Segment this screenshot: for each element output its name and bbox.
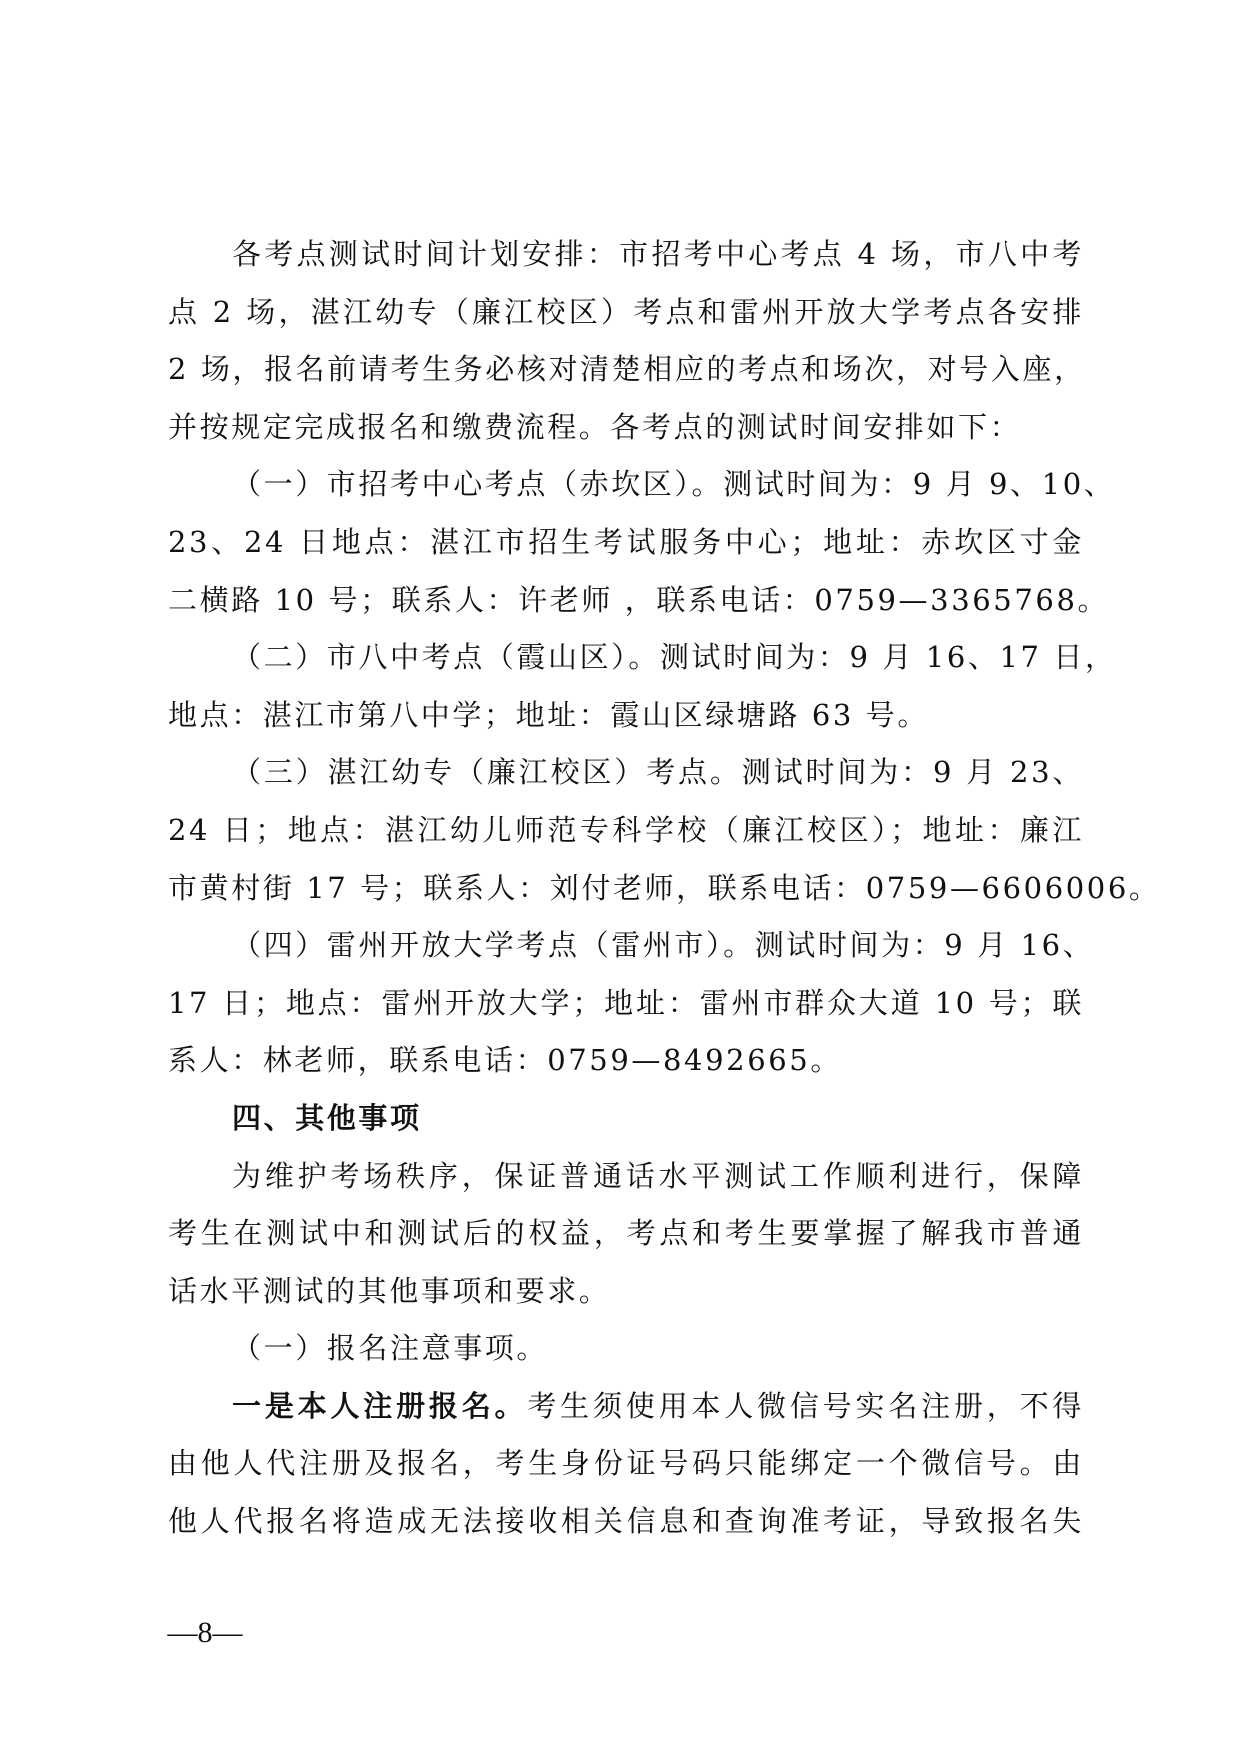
document-body	[168, 226, 1161, 1551]
item-one-line: 他人代报名将造成无法接收相关信息和查询准考证，导致报名失	[168, 1504, 1084, 1539]
exam-site-2-line: 地点：湛江市第八中学；地址：霞山区绿塘路 63 号。	[168, 697, 929, 732]
exam-site-2-line: （二）市八中考点（霞山区）。测试时间为：9 月 16、17 日，	[232, 640, 1117, 675]
exam-site-3-line: 市黄村街 17 号；联系人：刘付老师，联系电话：0759—6606006。	[168, 870, 1161, 905]
exam-site-1-line: 二横路 10 号；联系人：许老师 ，联系电话：0759—3365768。	[168, 582, 1110, 617]
section-paragraph-line: 为维护考场秩序，保证普通话水平测试工作顺利进行，保障	[232, 1158, 1084, 1193]
exam-site-4-line: （四）雷州开放大学考点（雷州市）。测试时间为：9 月 16、	[232, 928, 1095, 963]
text-line: 2 场，报名前请考生务必核对清楚相应的考点和场次，对号入座，	[168, 352, 1086, 387]
text-line: 并按规定完成报名和缴费流程。各考点的测试时间安排如下：	[168, 409, 1022, 444]
exam-site-1-line: 23、24 日地点：湛江市招生考试服务中心；地址：赤坎区寸金	[168, 524, 1084, 559]
page-number: —8—	[167, 1616, 243, 1649]
text-line: 各考点测试时间计划安排：市招考中心考点 4 场，市八中考	[232, 237, 1084, 271]
item-one-bold-lead: 一是本人注册报名。	[232, 1388, 528, 1423]
exam-site-1-line: （一）市招考中心考点（赤坎区）。测试时间为：9 月 9、10、	[232, 467, 1116, 502]
section-heading: 四、其他事项	[232, 1100, 422, 1135]
exam-site-3-line: 24 日；地点：湛江幼儿师范专科学校（廉江校区）；地址：廉江	[168, 812, 1084, 847]
section-paragraph-line: 考生在测试中和测试后的权益，考点和考生要掌握了解我市普通	[168, 1216, 1084, 1251]
item-one-text: 考生须使用本人微信号实名注册，不得	[527, 1388, 1084, 1423]
exam-site-4-line: 17 日；地点：雷州开放大学；地址：雷州市群众大道 10 号；联	[168, 985, 1084, 1020]
item-one-line: 由他人代注册及报名，考生身份证号码只能绑定一个微信号。由	[168, 1446, 1084, 1481]
subheading: （一）报名注意事项。	[232, 1331, 549, 1366]
item-one-first-line	[168, 1378, 1084, 1436]
section-paragraph-line: 话水平测试的其他事项和要求。	[168, 1273, 611, 1308]
text-line: 点 2 场，湛江幼专（廉江校区）考点和雷州开放大学考点各安排	[168, 294, 1084, 329]
exam-site-4-line: 系人：林老师，联系电话：0759—8492665。	[168, 1043, 842, 1078]
exam-site-3-line: （三）湛江幼专（廉江校区）考点。测试时间为：9 月 23、	[232, 755, 1084, 790]
